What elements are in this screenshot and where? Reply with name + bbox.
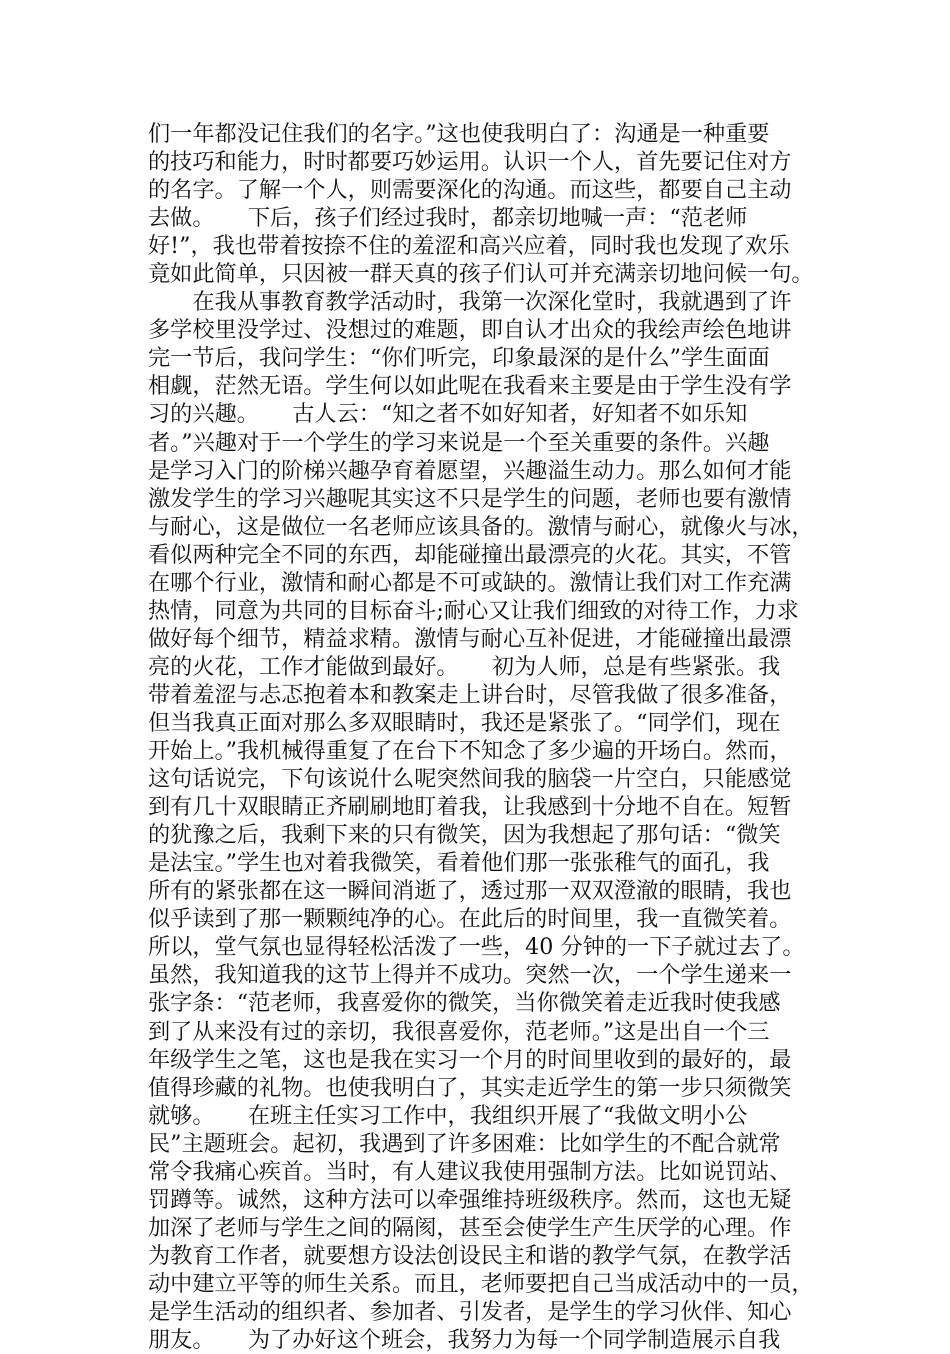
text-line: 竟如此简单，只因被一群天真的孩子们认可并充满亲切地问候一句。 bbox=[148, 261, 814, 288]
text-line: 是法宝。”学生也对着我微笑，看着他们那一张张稚气的面孔，我 bbox=[148, 850, 770, 877]
text-line: 在哪个行业，激情和耐心都是不可或缺的。激情让我们对工作充满 bbox=[148, 569, 792, 596]
text-line: 虽然，我知道我的这节上得并不成功。突然一次，一个学生递来一 bbox=[148, 962, 792, 989]
text-line: 朋友。 为了办好这个班会，我努力为每一个同学制造展示自我 bbox=[148, 1327, 781, 1354]
text-line: 在我从事教育教学活动时，我第一次深化堂时，我就遇到了许 bbox=[148, 289, 792, 316]
text-line: 看似两种完全不同的东西，却能碰撞出最漂亮的火花。其实，不管 bbox=[148, 541, 792, 568]
text-line: 相觑，茫然无语。学生何以如此呢在我看来主要是由于学生没有学 bbox=[148, 373, 792, 400]
text-line: 罚蹲等。诚然，这种方法可以牵强维持班级秩序。然而，这也无疑 bbox=[148, 1186, 792, 1213]
text-line: 激发学生的学习兴趣呢其实这不只是学生的问题，老师也要有激情 bbox=[148, 485, 792, 512]
text-line: 是学生活动的组织者、参加者、引发者，是学生的学习伙伴、知心 bbox=[148, 1298, 792, 1325]
text-line: 民”主题班会。起初，我遇到了许多困难：比如学生的不配合就常 bbox=[148, 1130, 781, 1157]
text-line: 所有的紧张都在这一瞬间消逝了，透过那一双双澄澈的眼睛，我也 bbox=[148, 878, 792, 905]
text-line: 值得珍藏的礼物。也使我明白了，其实走近学生的第一步只须微笑 bbox=[148, 1074, 792, 1101]
text-line: 是学习入门的阶梯兴趣孕育着愿望，兴趣溢生动力。那么如何才能 bbox=[148, 457, 792, 484]
text-line: 动中建立平等的师生关系。而且，老师要把自己当成活动中的一员， bbox=[148, 1270, 814, 1297]
text-line: 的技巧和能力，时时都要巧妙运用。认识一个人，首先要记住对方 bbox=[148, 149, 792, 176]
text-line: 加深了老师与学生之间的隔阂，甚至会使学生产生厌学的心理。作 bbox=[148, 1214, 792, 1241]
text-line: 多学校里没学过、没想过的难题，即自认才出众的我绘声绘色地讲 bbox=[148, 317, 792, 344]
text-line: 所以，堂气氛也显得轻松活泼了一些，40 分钟的一下子就过去了。 bbox=[148, 934, 805, 961]
text-line: 为教育工作者，就要想方设法创设民主和谐的教学气氛，在教学活 bbox=[148, 1242, 792, 1269]
text-line: 年级学生之笔，这也是我在实习一个月的时间里收到的最好的，最 bbox=[148, 1046, 792, 1073]
text-line: 者。”兴趣对于一个学生的学习来说是一个至关重要的条件。兴趣 bbox=[148, 429, 770, 456]
text-line: 习的兴趣。 古人云：“知之者不如好知者，好知者不如乐知 bbox=[148, 401, 748, 428]
text-line: 们一年都没记住我们的名字。”这也使我明白了：沟通是一种重要 bbox=[148, 121, 770, 147]
text-line: 带着羞涩与忐忑抱着本和教案走上讲台时，尽管我做了很多准备， bbox=[148, 681, 792, 708]
text-line: 到有几十双眼睛正齐刷刷地盯着我，让我感到十分地不自在。短暂 bbox=[148, 794, 792, 821]
text-line: 常令我痛心疾首。当时，有人建议我使用强制方法。比如说罚站、 bbox=[148, 1158, 792, 1185]
text-line: 的名字。了解一个人，则需要深化的沟通。而这些，都要自己主动 bbox=[148, 177, 792, 204]
text-line: 但当我真正面对那么多双眼睛时，我还是紧张了。“同学们，现在 bbox=[148, 709, 781, 736]
body-text bbox=[148, 120, 828, 1354]
text-line: 好!”，我也带着按捺不住的羞涩和高兴应着，同时我也发现了欢乐 bbox=[148, 233, 790, 260]
text-line: 与耐心，这是做位一名老师应该具备的。激情与耐心，就像火与冰， bbox=[148, 513, 814, 540]
text-line: 亮的火花，工作才能做到最好。 初为人师，总是有些紧张。我 bbox=[148, 653, 781, 680]
text-line: 张字条：“范老师，我喜爱你的微笑，当你微笑着走近我时使我感 bbox=[148, 990, 781, 1017]
text-line: 似乎读到了那一颗颗纯净的心。在此后的时间里，我一直微笑着。 bbox=[148, 906, 792, 933]
text-line: 去做。 下后，孩子们经过我时，都亲切地喊一声：“范老师 bbox=[148, 205, 748, 232]
text-line: 开始上。”我机械得重复了在台下不知念了多少遍的开场白。然而， bbox=[148, 738, 792, 765]
text-line: 到了从来没有过的亲切，我很喜爱你，范老师。”这是出自一个三 bbox=[148, 1018, 770, 1045]
text-line: 的犹豫之后，我剩下来的只有微笑，因为我想起了那句话：“微笑 bbox=[148, 822, 781, 849]
text-line: 热情，同意为共同的目标奋斗;耐心又让我们细致的对待工作，力求 bbox=[148, 597, 799, 624]
text-line: 就够。 在班主任实习工作中，我组织开展了“我做文明小公 bbox=[148, 1102, 748, 1129]
text-line: 这句话说完，下句该说什么呢突然间我的脑袋一片空白，只能感觉 bbox=[148, 766, 792, 793]
text-line: 完一节后，我问学生：“你们听完，印象最深的是什么”学生面面 bbox=[148, 345, 770, 372]
text-line: 做好每个细节，精益求精。激情与耐心互补促进，才能碰撞出最漂 bbox=[148, 625, 792, 652]
